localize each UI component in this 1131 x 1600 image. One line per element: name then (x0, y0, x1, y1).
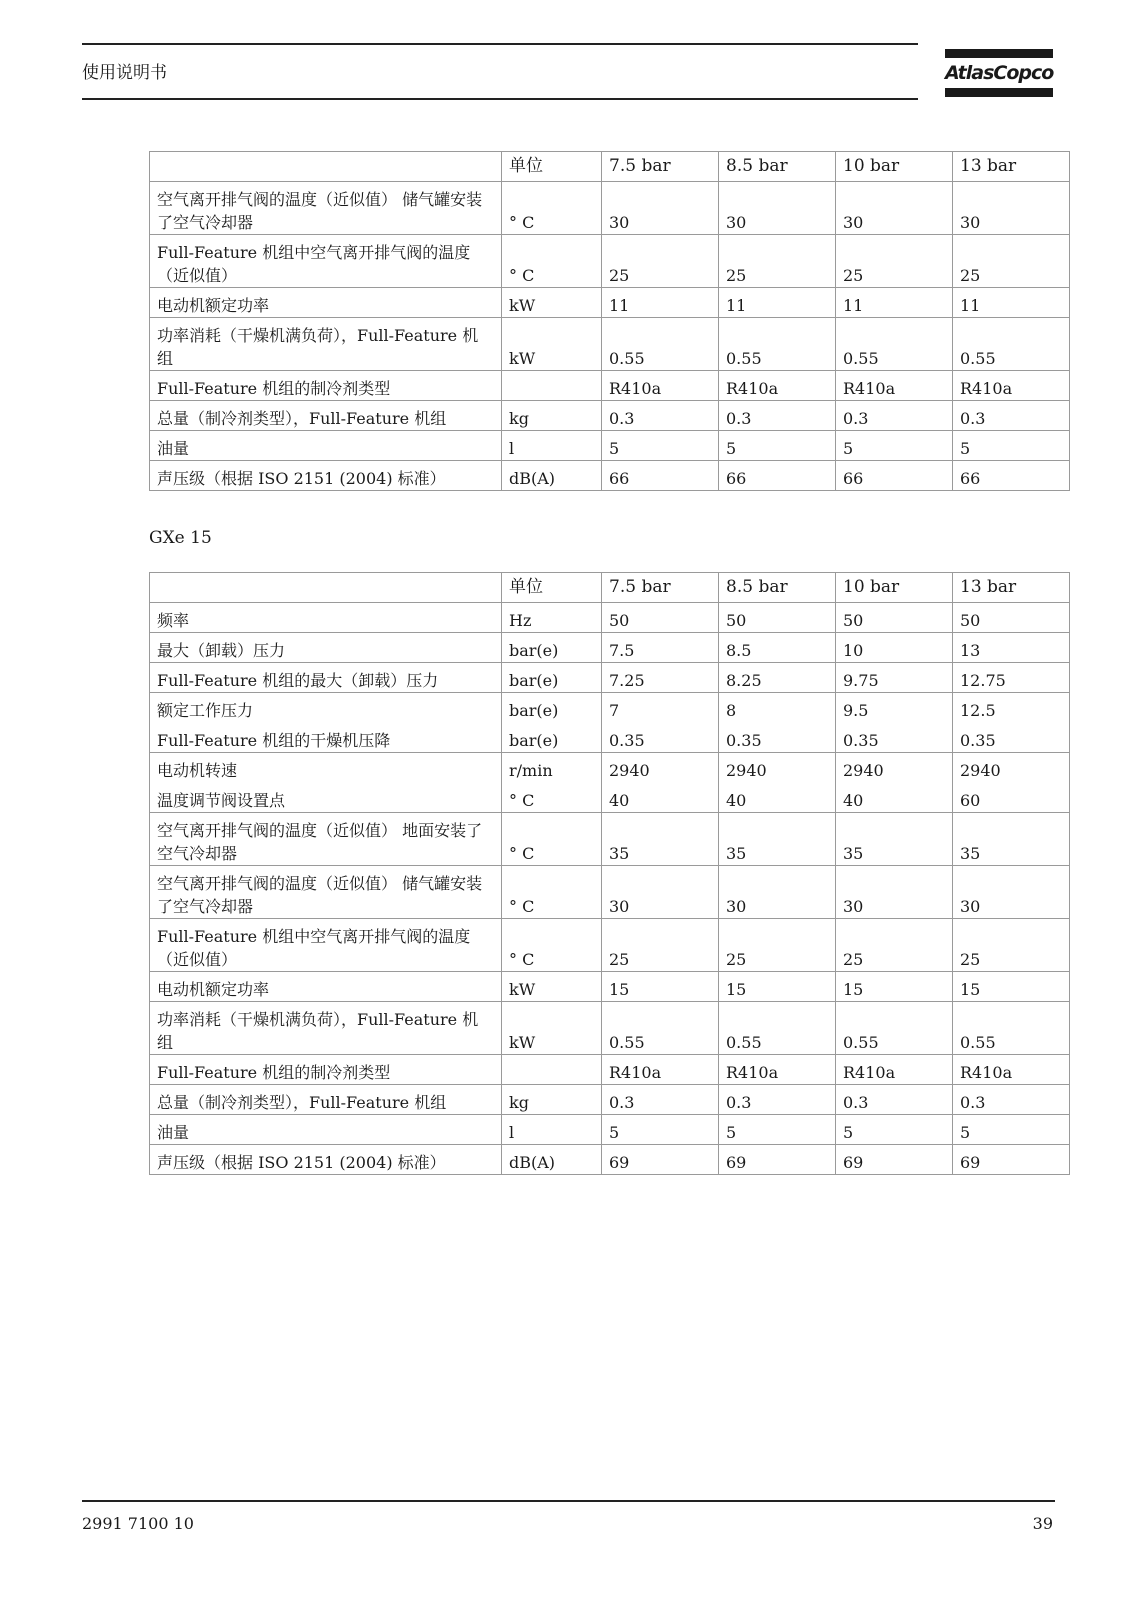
atlas-copco-logo (945, 47, 1053, 99)
value-cell: 0.3 (953, 1085, 1070, 1115)
value-cell: 35 (602, 813, 719, 866)
value-cell: 8 (719, 693, 836, 723)
unit-cell: bar(e) (502, 723, 602, 753)
table-row (150, 1085, 1070, 1115)
row-label: Full-Feature 机组的最大（卸载）压力 (150, 663, 502, 693)
value-cell: 2940 (836, 753, 953, 783)
value-cell: 0.3 (602, 1085, 719, 1115)
value-cell: 8.5 (719, 633, 836, 663)
value-cell: 69 (953, 1145, 1070, 1175)
unit-cell: ° C (502, 182, 602, 235)
row-label: 额定工作压力 (150, 693, 502, 723)
value-cell: 30 (602, 866, 719, 919)
section-title: GXe 15 (149, 528, 212, 548)
value-cell: R410a (836, 1055, 953, 1085)
row-label: Full-Feature 机组的制冷剂类型 (150, 1055, 502, 1085)
value-cell: 60 (953, 783, 1070, 813)
value-cell: 0.55 (953, 1002, 1070, 1055)
value-cell: 12.5 (953, 693, 1070, 723)
value-cell: 11 (719, 288, 836, 318)
unit-cell: ° C (502, 235, 602, 288)
value-cell: 5 (953, 1115, 1070, 1145)
header-cell (150, 152, 502, 182)
value-cell: 11 (602, 288, 719, 318)
row-label: 油量 (150, 431, 502, 461)
header-cell: 10 bar (836, 152, 953, 182)
unit-cell: ° C (502, 783, 602, 813)
value-cell: 10 (836, 633, 953, 663)
value-cell: 5 (719, 1115, 836, 1145)
row-label: 油量 (150, 1115, 502, 1145)
table-row (150, 783, 1070, 813)
value-cell: 5 (602, 431, 719, 461)
value-cell: 69 (719, 1145, 836, 1175)
value-cell: 66 (719, 461, 836, 491)
logo-bar-top (945, 49, 1053, 58)
table-row (150, 371, 1070, 401)
value-cell: 15 (953, 972, 1070, 1002)
value-cell: R410a (602, 1055, 719, 1085)
value-cell: 30 (953, 182, 1070, 235)
value-cell: 0.55 (836, 1002, 953, 1055)
value-cell: 0.55 (719, 318, 836, 371)
unit-cell: l (502, 1115, 602, 1145)
row-label: 空气离开排气阀的温度（近似值） 储气罐安装了空气冷却器 (150, 866, 502, 919)
table-row (150, 1055, 1070, 1085)
value-cell: 35 (836, 813, 953, 866)
table-row (150, 235, 1070, 288)
unit-cell: bar(e) (502, 633, 602, 663)
value-cell: 0.3 (719, 401, 836, 431)
header-cell (150, 573, 502, 603)
unit-cell: kg (502, 1085, 602, 1115)
header-cell: 13 bar (953, 573, 1070, 603)
logo-bar-bottom (945, 88, 1053, 97)
header-cell: 7.5 bar (602, 573, 719, 603)
unit-cell: kW (502, 318, 602, 371)
row-label: 功率消耗（干燥机满负荷），Full-Feature 机组 (150, 318, 502, 371)
unit-cell (502, 371, 602, 401)
table-row (150, 1002, 1070, 1055)
value-cell: 30 (719, 182, 836, 235)
unit-cell: kW (502, 972, 602, 1002)
value-cell: 40 (719, 783, 836, 813)
value-cell: 25 (953, 235, 1070, 288)
value-cell: 5 (719, 431, 836, 461)
row-label: 总量（制冷剂类型），Full-Feature 机组 (150, 401, 502, 431)
value-cell: 50 (602, 603, 719, 633)
unit-cell: ° C (502, 866, 602, 919)
unit-cell: dB(A) (502, 461, 602, 491)
value-cell: 0.3 (953, 401, 1070, 431)
value-cell: 0.35 (719, 723, 836, 753)
value-cell: 0.3 (836, 401, 953, 431)
table-row (150, 633, 1070, 663)
value-cell: R410a (602, 371, 719, 401)
header-title: 使用说明书 (82, 63, 167, 83)
row-label: 温度调节阀设置点 (150, 783, 502, 813)
value-cell: 11 (836, 288, 953, 318)
row-label: 功率消耗（干燥机满负荷），Full-Feature 机组 (150, 1002, 502, 1055)
unit-cell: kg (502, 401, 602, 431)
value-cell: 9.75 (836, 663, 953, 693)
value-cell: 25 (719, 235, 836, 288)
value-cell: 2940 (953, 753, 1070, 783)
header-cell: 单位 (502, 573, 602, 603)
value-cell: R410a (836, 371, 953, 401)
header-cell: 7.5 bar (602, 152, 719, 182)
table-row (150, 401, 1070, 431)
value-cell: 25 (836, 919, 953, 972)
table-row (150, 1115, 1070, 1145)
value-cell: 0.35 (836, 723, 953, 753)
value-cell: 0.35 (602, 723, 719, 753)
value-cell: 0.55 (602, 1002, 719, 1055)
row-label: Full-Feature 机组中空气离开排气阀的温度（近似值） (150, 235, 502, 288)
row-label: 空气离开排气阀的温度（近似值） 地面安装了空气冷却器 (150, 813, 502, 866)
value-cell: 0.55 (953, 318, 1070, 371)
value-cell: 25 (602, 919, 719, 972)
row-label: 电动机额定功率 (150, 972, 502, 1002)
value-cell: 66 (953, 461, 1070, 491)
table-row (150, 866, 1070, 919)
row-label: 空气离开排气阀的温度（近似值） 储气罐安装了空气冷却器 (150, 182, 502, 235)
row-label: 频率 (150, 603, 502, 633)
row-label: 电动机转速 (150, 753, 502, 783)
value-cell: 30 (719, 866, 836, 919)
value-cell: 50 (836, 603, 953, 633)
value-cell: R410a (953, 1055, 1070, 1085)
table-row (150, 919, 1070, 972)
spec-table-1 (149, 151, 1070, 491)
value-cell: 7.25 (602, 663, 719, 693)
header-cell: 单位 (502, 152, 602, 182)
unit-cell (502, 1055, 602, 1085)
table-row (150, 1145, 1070, 1175)
row-label: Full-Feature 机组的制冷剂类型 (150, 371, 502, 401)
value-cell: 8.25 (719, 663, 836, 693)
unit-cell: kW (502, 1002, 602, 1055)
table-row (150, 693, 1070, 723)
row-label: Full-Feature 机组的干燥机压降 (150, 723, 502, 753)
value-cell: 15 (719, 972, 836, 1002)
value-cell: 66 (836, 461, 953, 491)
value-cell: 2940 (719, 753, 836, 783)
table-row (150, 723, 1070, 753)
table-row (150, 461, 1070, 491)
table-header-row (150, 573, 1070, 603)
value-cell: 0.3 (836, 1085, 953, 1115)
table-row (150, 431, 1070, 461)
footer-doc-number: 2991 7100 10 (82, 1514, 194, 1533)
unit-cell: dB(A) (502, 1145, 602, 1175)
row-label: 声压级（根据 ISO 2151 (2004) 标准） (150, 461, 502, 491)
row-label: 电动机额定功率 (150, 288, 502, 318)
row-label: 声压级（根据 ISO 2151 (2004) 标准） (150, 1145, 502, 1175)
value-cell: 9.5 (836, 693, 953, 723)
value-cell: 25 (953, 919, 1070, 972)
value-cell: 50 (953, 603, 1070, 633)
unit-cell: ° C (502, 813, 602, 866)
value-cell: 40 (836, 783, 953, 813)
table-row (150, 182, 1070, 235)
value-cell: 66 (602, 461, 719, 491)
value-cell: 0.35 (953, 723, 1070, 753)
value-cell: 13 (953, 633, 1070, 663)
unit-cell: Hz (502, 603, 602, 633)
table-row (150, 753, 1070, 783)
table-row (150, 972, 1070, 1002)
header-bottom-rule (82, 98, 918, 100)
value-cell: R410a (719, 1055, 836, 1085)
table-row (150, 813, 1070, 866)
unit-cell: kW (502, 288, 602, 318)
spec-table-2 (149, 572, 1070, 1175)
value-cell: 0.3 (719, 1085, 836, 1115)
value-cell: 25 (836, 235, 953, 288)
table-row (150, 318, 1070, 371)
value-cell: 30 (602, 182, 719, 235)
unit-cell: r/min (502, 753, 602, 783)
footer-rule (82, 1500, 1055, 1502)
value-cell: 15 (602, 972, 719, 1002)
header-top-rule (82, 43, 918, 45)
value-cell: 0.55 (602, 318, 719, 371)
header-cell: 8.5 bar (719, 152, 836, 182)
value-cell: 7 (602, 693, 719, 723)
value-cell: 30 (836, 182, 953, 235)
footer-page-number: 39 (1032, 1514, 1053, 1533)
value-cell: R410a (719, 371, 836, 401)
value-cell: 25 (602, 235, 719, 288)
value-cell: 0.3 (602, 401, 719, 431)
value-cell: 30 (953, 866, 1070, 919)
value-cell: 0.55 (719, 1002, 836, 1055)
value-cell: 5 (836, 431, 953, 461)
row-label: Full-Feature 机组中空气离开排气阀的温度（近似值） (150, 919, 502, 972)
unit-cell: bar(e) (502, 693, 602, 723)
table-row (150, 663, 1070, 693)
value-cell: 5 (602, 1115, 719, 1145)
value-cell: 5 (836, 1115, 953, 1145)
table-row (150, 603, 1070, 633)
header-cell: 10 bar (836, 573, 953, 603)
value-cell: 69 (602, 1145, 719, 1175)
row-label: 总量（制冷剂类型），Full-Feature 机组 (150, 1085, 502, 1115)
value-cell: 5 (953, 431, 1070, 461)
value-cell: 2940 (602, 753, 719, 783)
value-cell: 15 (836, 972, 953, 1002)
header-cell: 13 bar (953, 152, 1070, 182)
unit-cell: l (502, 431, 602, 461)
value-cell: R410a (953, 371, 1070, 401)
value-cell: 25 (719, 919, 836, 972)
value-cell: 50 (719, 603, 836, 633)
table-header-row (150, 152, 1070, 182)
value-cell: 11 (953, 288, 1070, 318)
value-cell: 30 (836, 866, 953, 919)
value-cell: 40 (602, 783, 719, 813)
value-cell: 35 (719, 813, 836, 866)
row-label: 最大（卸载）压力 (150, 633, 502, 663)
logo-text: AtlasCopco (945, 62, 1054, 84)
unit-cell: bar(e) (502, 663, 602, 693)
value-cell: 69 (836, 1145, 953, 1175)
value-cell: 35 (953, 813, 1070, 866)
header-cell: 8.5 bar (719, 573, 836, 603)
value-cell: 12.75 (953, 663, 1070, 693)
value-cell: 0.55 (836, 318, 953, 371)
table-row (150, 288, 1070, 318)
unit-cell: ° C (502, 919, 602, 972)
value-cell: 7.5 (602, 633, 719, 663)
